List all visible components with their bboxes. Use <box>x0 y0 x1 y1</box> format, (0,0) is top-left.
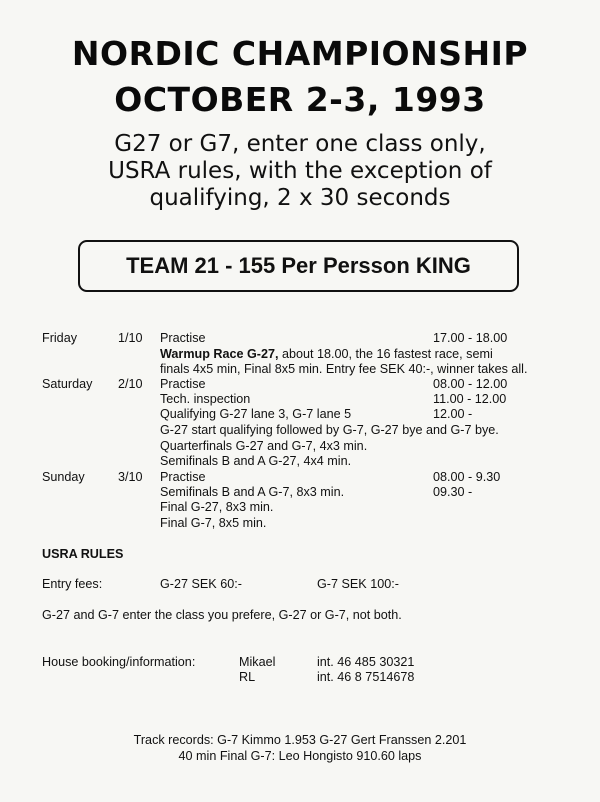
entry-fee-g27: G-27 SEK 60:- <box>160 577 242 591</box>
sunday-day: Sunday <box>42 470 85 484</box>
friday-practise: Practise <box>160 331 206 345</box>
sunday-final-g7: Final G-7, 8x5 min. <box>160 516 267 530</box>
saturday-qualifying-time: 12.00 - <box>433 407 473 421</box>
saturday-tech: Tech. inspection <box>160 392 251 406</box>
track-records-line-2: 40 min Final G-7: Leo Hongisto 910.60 laps <box>178 749 422 763</box>
contact-name-2: RL <box>239 670 256 684</box>
entry-fees-label: Entry fees: <box>42 577 103 591</box>
title-line-2: OCTOBER 2-3, 1993 <box>114 80 486 119</box>
sunday-final-g27: Final G-27, 8x3 min. <box>160 500 274 514</box>
friday-warmup <box>160 346 493 362</box>
subtitle-line-3: qualifying, 2 x 30 seconds <box>149 185 451 211</box>
saturday-practise: Practise <box>160 377 206 391</box>
entry-fee-g7: G-7 SEK 100:- <box>317 577 399 591</box>
saturday-line-4: G-27 start qualifying followed by G-7, G-27 bye and G-7 bye. <box>160 423 499 437</box>
friday-day: Friday <box>42 331 77 345</box>
contact-phone-1: int. 46 485 30321 <box>317 655 415 669</box>
class-note: G-27 and G-7 enter the class you prefere, G-27 or G-7, not both. <box>42 608 402 622</box>
saturday-day: Saturday <box>42 377 93 391</box>
saturday-tech-time: 11.00 - 12.00 <box>433 392 507 406</box>
sunday-semifinals-time: 09.30 - <box>433 485 473 499</box>
friday-warmup-line2: finals 4x5 min, Final 8x5 min. Entry fee SEK 40:-, winner takes all. <box>160 362 528 376</box>
sunday-practise-time: 08.00 - 9.30 <box>433 470 501 484</box>
track-records-line-1: Track records: G-7 Kimmo 1.953 G-27 Gert Franssen 2.201 <box>133 733 467 747</box>
sunday-semifinals: Semifinals B and A G-7, 8x3 min. <box>160 485 345 499</box>
team-label: TEAM 21 - 155 Per Persson KING <box>126 253 471 278</box>
subtitle-line-2: USRA rules, with the exception of <box>108 158 492 184</box>
contact-name-1: Mikael <box>239 655 276 669</box>
saturday-line-5: Quarterfinals G-27 and G-7, 4x3 min. <box>160 439 368 453</box>
house-booking-label: House booking/information: <box>42 655 196 669</box>
saturday-line-6: Semifinals B and A G-27, 4x4 min. <box>160 454 352 468</box>
usra-rules-heading: USRA RULES <box>42 547 124 561</box>
friday-practise-time: 17.00 - 18.00 <box>433 331 508 345</box>
subtitle-line-1: G27 or G7, enter one class only, <box>114 131 486 157</box>
saturday-qualifying: Qualifying G-27 lane 3, G-7 lane 5 <box>160 407 352 421</box>
sunday-practise: Practise <box>160 470 206 484</box>
title-line-1: NORDIC CHAMPIONSHIP <box>71 34 529 73</box>
warmup-bold: Warmup Race G-27, <box>160 347 279 361</box>
saturday-date: 2/10 <box>118 377 143 391</box>
friday-date: 1/10 <box>118 331 143 345</box>
saturday-practise-time: 08.00 - 12.00 <box>433 377 508 391</box>
warmup-rest: about 18.00, the 16 fastest race, semi <box>278 347 493 361</box>
contact-phone-2: int. 46 8 7514678 <box>317 670 415 684</box>
team-box <box>78 240 519 292</box>
sunday-date: 3/10 <box>118 470 143 484</box>
